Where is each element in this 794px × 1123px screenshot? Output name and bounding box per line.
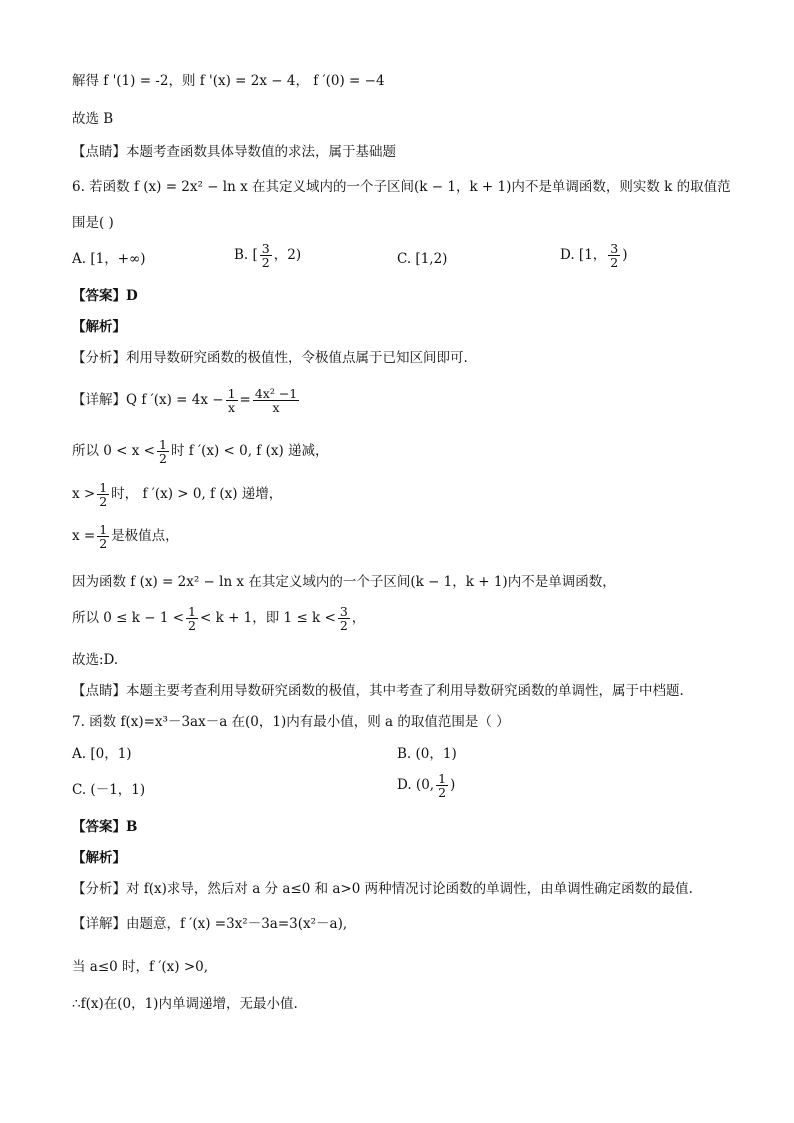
fraction-num: 3 bbox=[261, 241, 270, 256]
fraction-den: 2 bbox=[610, 255, 619, 271]
step-post: 时， f ′(x) > 0, f (x) 递增， bbox=[111, 486, 283, 503]
step-post: 时 f ′(x) < 0, f (x) 递减， bbox=[170, 443, 329, 460]
fraction-den: x bbox=[228, 400, 236, 416]
fraction-num: 1 bbox=[227, 386, 236, 401]
text-line: 【点睛】本题考查函数具体导数值的求法，属于基础题 bbox=[72, 144, 396, 160]
fraction-den: 2 bbox=[159, 451, 167, 467]
fraction-den: 2 bbox=[188, 618, 196, 634]
detail-line: 【详解】由题意，f ′(x) =3x²－3a=3(x²－a), bbox=[72, 916, 348, 932]
remark-line: 【点睛】本题主要考查利用导数研究函数的极值，其中考查了利用导数研究函数的单调性，属于中档题. bbox=[72, 683, 684, 699]
detail-equals: = bbox=[239, 392, 251, 409]
fraction-num: 1 bbox=[99, 522, 108, 537]
analysis-text: 【分析】利用导数研究函数的极值性，令极值点属于已知区间即可. bbox=[72, 350, 468, 366]
fraction-den: 2 bbox=[99, 494, 108, 510]
analysis-label: 【解析】 bbox=[72, 319, 126, 335]
step-line bbox=[72, 481, 282, 508]
step-line bbox=[72, 605, 365, 632]
fraction bbox=[260, 242, 272, 269]
fraction-num: 1 bbox=[438, 771, 447, 786]
step-pre: x > bbox=[72, 486, 96, 503]
option-d-post: ) bbox=[622, 247, 628, 264]
fraction-den: 2 bbox=[339, 618, 348, 634]
analysis-text: 【分析】对 f(x)求导，然后对 a 分 a≤0 和 a>0 两种情况讨论函数的单调性，由单调性确定函数的最值. bbox=[72, 881, 693, 897]
fraction bbox=[226, 387, 238, 414]
step-line bbox=[72, 523, 179, 550]
fraction bbox=[97, 481, 109, 508]
fraction-den: 2 bbox=[438, 785, 447, 801]
option-d-post: ) bbox=[450, 777, 456, 794]
fraction bbox=[253, 387, 299, 414]
question-7: 7. 函数 f(x)=x³－3ax－a 在(0，1)内有最小值，则 a 的取值范围是（ ） bbox=[72, 714, 510, 730]
detail-line bbox=[72, 387, 301, 414]
option-a: A. [0，1) bbox=[72, 746, 132, 762]
fraction-num: 1 bbox=[99, 480, 108, 495]
step-pre: x = bbox=[72, 528, 96, 545]
fraction bbox=[436, 772, 448, 799]
option-b-pre: B. [ bbox=[234, 247, 258, 264]
option-b-post: ，2) bbox=[273, 247, 302, 264]
fraction-num: 4x² −1 bbox=[254, 386, 298, 401]
fraction bbox=[186, 605, 198, 632]
step-line: 当 a≤0 时，f ′(x) >0, bbox=[72, 959, 209, 975]
text-line: 故选 B bbox=[72, 111, 114, 127]
answer-label: 【答案】D bbox=[72, 288, 138, 304]
step-line bbox=[72, 438, 329, 465]
analysis-label: 【解析】 bbox=[72, 850, 126, 866]
detail-pre: 【详解】Q f ′(x) = 4x − bbox=[72, 392, 224, 409]
text-line: 解得 f '(1) = -2，则 f '(x) = 2x − 4， f ′(0) = −4 bbox=[72, 73, 385, 89]
option-b: B. (0，1) bbox=[397, 746, 457, 762]
step-line: 因为函数 f (x) = 2x² − ln x 在其定义域内的一个子区间(k − 1，k + 1)内不是单调函数， bbox=[72, 574, 616, 590]
option-d-pre: D. [1， bbox=[560, 247, 607, 264]
fraction-den: 2 bbox=[99, 536, 108, 552]
fraction bbox=[97, 523, 109, 550]
step-mid: < k + 1，即 1 ≤ k < bbox=[200, 610, 336, 627]
option-a: A. [1，+∞) bbox=[72, 251, 146, 267]
option-d bbox=[397, 772, 455, 799]
step-line: 故选:D. bbox=[72, 652, 119, 668]
option-c: C. (－1，1) bbox=[72, 782, 146, 798]
fraction-den: x bbox=[272, 400, 280, 416]
fraction bbox=[338, 605, 350, 632]
fraction-num: 3 bbox=[339, 604, 348, 619]
question-6-cont: 围是( ) bbox=[72, 215, 114, 231]
fraction-num: 1 bbox=[188, 604, 196, 619]
option-d-pre: D. (0, bbox=[397, 777, 435, 794]
option-d bbox=[560, 242, 628, 269]
question-6: 6. 若函数 f (x) = 2x² − ln x 在其定义域内的一个子区间(k − 1，k + 1)内不是单调函数，则实数 k 的取值范 bbox=[72, 179, 731, 195]
option-b bbox=[234, 242, 301, 269]
step-post: ， bbox=[351, 610, 366, 627]
answer-label: 【答案】B bbox=[72, 819, 138, 835]
fraction bbox=[157, 438, 169, 465]
option-c: C. [1,2) bbox=[397, 251, 448, 267]
step-post: 是极值点， bbox=[111, 528, 179, 545]
fraction-num: 1 bbox=[159, 437, 167, 452]
fraction-num: 3 bbox=[610, 241, 619, 256]
step-line: ∴f(x)在(0，1)内单调递增，无最小值. bbox=[72, 996, 298, 1012]
fraction-den: 2 bbox=[261, 255, 270, 271]
step-pre: 所以 0 < x < bbox=[72, 443, 155, 460]
step-pre: 所以 0 ≤ k − 1 < bbox=[72, 610, 185, 627]
fraction bbox=[608, 242, 620, 269]
